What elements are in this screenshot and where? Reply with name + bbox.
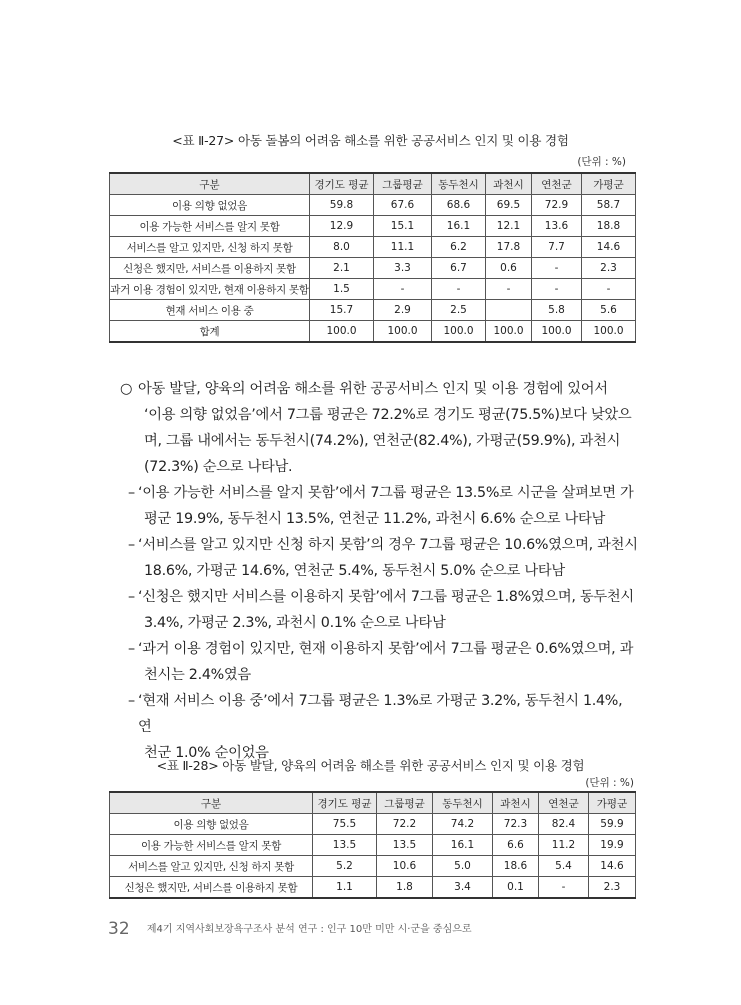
table-cell: 5.0: [433, 856, 493, 877]
table-cell: 18.6: [493, 856, 539, 877]
table-cell: 7.7: [532, 237, 582, 258]
row-label: 신청은 했지만, 서비스를 이용하지 못함: [110, 258, 310, 279]
column-header: 가평군: [589, 792, 636, 814]
table-cell: -: [532, 258, 582, 279]
table-cell: 82.4: [539, 814, 589, 835]
table-cell: 72.3: [493, 814, 539, 835]
table-cell: 2.3: [589, 877, 636, 899]
table-row: [110, 877, 636, 899]
table-cell: 12.1: [486, 216, 532, 237]
table-cell: 1.1: [313, 877, 377, 899]
table2: [109, 791, 636, 899]
table2-caption: <표 Ⅱ-28> 아동 발달, 양육의 어려움 해소를 위한 공공서비스 인지 및 이용 경험: [156, 758, 585, 773]
table-cell: 2.5: [432, 300, 486, 321]
row-label: 이용 의향 없었음: [110, 195, 310, 216]
table-row: [110, 321, 636, 343]
table2-header-row: [110, 792, 636, 814]
table-cell: 2.1: [310, 258, 374, 279]
column-header: 연천군: [539, 792, 589, 814]
table-cell: 0.6: [486, 258, 532, 279]
table-cell: [486, 300, 532, 321]
table-cell: 100.0: [486, 321, 532, 343]
table-cell: 12.9: [310, 216, 374, 237]
column-header: 과천시: [493, 792, 539, 814]
table-cell: 15.1: [374, 216, 432, 237]
body-text: [110, 376, 640, 766]
row-label: 서비스를 알고 있지만, 신청 하지 못함: [110, 856, 313, 877]
dash-line: 18.6%, 가평군 14.6%, 연천군 5.4%, 동두천시 5.0% 순으로 나타남: [144, 563, 565, 579]
table-cell: 100.0: [532, 321, 582, 343]
table-cell: 6.2: [432, 237, 486, 258]
row-label: 이용 의향 없었음: [110, 814, 313, 835]
dash-line: 천군 1.0% 순이었음: [144, 745, 269, 761]
column-header: 그룹평균: [374, 173, 432, 195]
table1-caption: <표 Ⅱ-27> 아동 돌봄의 어려움 해소를 위한 공공서비스 인지 및 이용 경험: [172, 133, 569, 148]
table-cell: 3.4: [433, 877, 493, 899]
dash-line: 평군 19.9%, 동두천시 13.5%, 연천군 11.2%, 과천시 6.6% 순으로 나타남: [144, 511, 606, 527]
column-header: 가평군: [582, 173, 636, 195]
table-cell: 14.6: [589, 856, 636, 877]
table-cell: 100.0: [310, 321, 374, 343]
table-row: [110, 856, 636, 877]
row-label: 합계: [110, 321, 310, 343]
table-cell: 72.9: [532, 195, 582, 216]
table-cell: -: [432, 279, 486, 300]
row-label: 서비스를 알고 있지만, 신청 하지 못함: [110, 237, 310, 258]
dash-line: ‘이용 가능한 서비스를 알지 못함’에서 7그룹 평균은 13.5%로 시군을 살펴보면 가: [138, 485, 634, 501]
para-line: 며, 그룹 내에서는 동두천시(74.2%), 연천군(82.4%), 가평군(59.9%), 과천시: [144, 433, 621, 449]
table-cell: 1.8: [377, 877, 433, 899]
table-cell: 13.5: [313, 835, 377, 856]
table-cell: 8.0: [310, 237, 374, 258]
table-cell: 59.8: [310, 195, 374, 216]
footer-text: 제4기 지역사회보장욕구조사 분석 연구 : 인구 10만 미만 시·군을 중심으로: [146, 924, 472, 935]
dash-bullet: –: [128, 693, 135, 709]
table-cell: -: [539, 877, 589, 899]
table-row: [110, 237, 636, 258]
table-cell: 100.0: [374, 321, 432, 343]
table-row: [110, 814, 636, 835]
table-cell: 11.2: [539, 835, 589, 856]
table-cell: 18.8: [582, 216, 636, 237]
table-cell: 6.6: [493, 835, 539, 856]
table-row: [110, 300, 636, 321]
table-row: [110, 279, 636, 300]
table-cell: 19.9: [589, 835, 636, 856]
dash-item: [110, 532, 640, 584]
dash-line: 천시는 2.4%였음: [144, 667, 251, 683]
table-cell: 2.9: [374, 300, 432, 321]
para-line: 아동 발달, 양육의 어려움 해소를 위한 공공서비스 인지 및 이용 경험에 있어서: [138, 381, 608, 397]
column-header: 경기도 평균: [310, 173, 374, 195]
column-header: 경기도 평균: [313, 792, 377, 814]
dash-item: [110, 480, 640, 532]
circle-bullet: ○: [120, 381, 133, 397]
table-cell: 58.7: [582, 195, 636, 216]
table-cell: -: [582, 279, 636, 300]
dash-item: [110, 636, 640, 688]
dash-bullet: –: [128, 537, 135, 553]
column-header: 구분: [110, 173, 310, 195]
table-cell: 13.6: [532, 216, 582, 237]
table-cell: 75.5: [313, 814, 377, 835]
row-label: 이용 가능한 서비스를 알지 못함: [110, 216, 310, 237]
column-header: 구분: [110, 792, 313, 814]
table-cell: 74.2: [433, 814, 493, 835]
table-cell: 0.1: [493, 877, 539, 899]
table-cell: 5.2: [313, 856, 377, 877]
row-label: 신청은 했지만, 서비스를 이용하지 못함: [110, 877, 313, 899]
page-footer: [108, 919, 472, 939]
table-cell: -: [374, 279, 432, 300]
dash-line: ‘서비스를 알고 있지만 신청 하지 못함’의 경우 7그룹 평균은 10.6%였으며, 과천시: [138, 537, 638, 553]
table2-unit: (단위 : %): [585, 777, 634, 789]
para-line: (72.3%) 순으로 나타남.: [144, 459, 293, 475]
page-number: 32: [108, 919, 130, 939]
table-cell: 72.2: [377, 814, 433, 835]
table-row: [110, 258, 636, 279]
dash-line: ‘과거 이용 경험이 있지만, 현재 이용하지 못함’에서 7그룹 평균은 0.6%였으며, 과: [138, 641, 634, 657]
table-cell: 15.7: [310, 300, 374, 321]
table-cell: 69.5: [486, 195, 532, 216]
table-cell: 10.6: [377, 856, 433, 877]
dash-bullet: –: [128, 589, 135, 605]
table-cell: 6.7: [432, 258, 486, 279]
table-row: [110, 195, 636, 216]
table-cell: 5.4: [539, 856, 589, 877]
main-paragraph: [110, 376, 640, 480]
table-cell: 16.1: [433, 835, 493, 856]
column-header: 동두천시: [433, 792, 493, 814]
column-header: 동두천시: [432, 173, 486, 195]
dash-bullet: –: [128, 641, 135, 657]
table-cell: 1.5: [310, 279, 374, 300]
table-cell: 3.3: [374, 258, 432, 279]
dash-line: 3.4%, 가평군 2.3%, 과천시 0.1% 순으로 나타남: [144, 615, 446, 631]
table1-unit: (단위 : %): [577, 156, 626, 168]
para-line: ‘이용 의향 없었음’에서 7그룹 평균은 72.2%로 경기도 평균(75.5%)보다 낮았으: [144, 407, 632, 423]
table-row: [110, 216, 636, 237]
dash-line: ‘현재 서비스 이용 중’에서 7그룹 평균은 1.3%로 가평군 3.2%, 동두천시 1.4%, 연: [138, 693, 623, 735]
row-label: 현재 서비스 이용 중: [110, 300, 310, 321]
dash-item: [110, 688, 640, 766]
table1-header-row: [110, 173, 636, 195]
row-label: 이용 가능한 서비스를 알지 못함: [110, 835, 313, 856]
table-cell: 17.8: [486, 237, 532, 258]
column-header: 과천시: [486, 173, 532, 195]
table-cell: 16.1: [432, 216, 486, 237]
table-cell: 5.6: [582, 300, 636, 321]
table1: [109, 172, 636, 343]
table-cell: 11.1: [374, 237, 432, 258]
column-header: 그룹평균: [377, 792, 433, 814]
table-cell: 14.6: [582, 237, 636, 258]
table-row: [110, 835, 636, 856]
table-cell: 68.6: [432, 195, 486, 216]
table-cell: 13.5: [377, 835, 433, 856]
dash-item: [110, 584, 640, 636]
table-cell: 59.9: [589, 814, 636, 835]
table-cell: 100.0: [432, 321, 486, 343]
table-cell: 2.3: [582, 258, 636, 279]
table-cell: -: [532, 279, 582, 300]
dash-line: ‘신청은 했지만 서비스를 이용하지 못함’에서 7그룹 평균은 1.8%였으며, 동두천시: [138, 589, 634, 605]
row-label: 과거 이용 경험이 있지만, 현재 이용하지 못함: [110, 279, 310, 300]
table-cell: 5.8: [532, 300, 582, 321]
table-cell: 67.6: [374, 195, 432, 216]
dash-bullet: –: [128, 485, 135, 501]
column-header: 연천군: [532, 173, 582, 195]
table-cell: -: [486, 279, 532, 300]
table-cell: 100.0: [582, 321, 636, 343]
